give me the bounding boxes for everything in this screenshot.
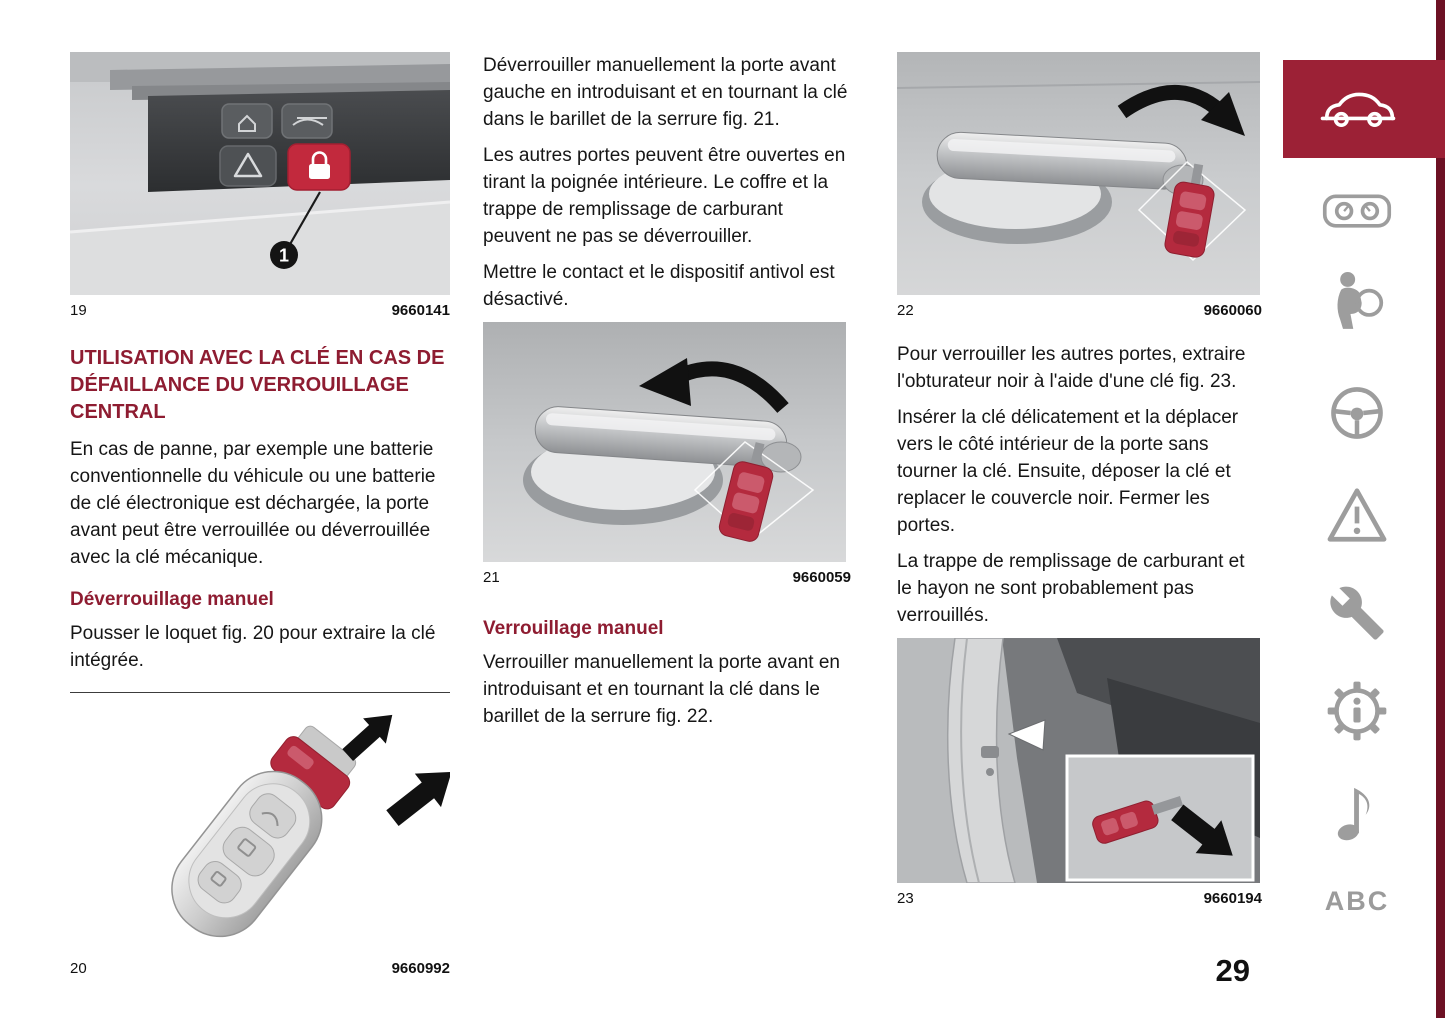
- subheading-deverrouillage-manuel: Déverrouillage manuel: [70, 589, 274, 610]
- hazard-button-icon: [220, 146, 276, 186]
- fig22-door-handle-lock-photo: [897, 52, 1260, 295]
- sidebar-icon-instrument-cluster[interactable]: [1283, 190, 1431, 234]
- figure-code: 9660992: [391, 960, 450, 977]
- figure-number: 22: [897, 302, 914, 319]
- figure-code: 9660194: [1203, 890, 1262, 907]
- paragraph: Les autres portes peuvent être ouvertes en tirant la poignée intérieure. Le coffre et la trappe de remplissage de carburant peuvent ne pas se déverrouiller.: [483, 145, 846, 247]
- figure-20: [70, 692, 450, 977]
- column-left: [70, 52, 450, 977]
- figure-23: [897, 638, 1262, 907]
- paragraph: En cas de panne, par exemple une batterie conventionnelle du véhicule ou une batterie de clé électronique est déchargée, la porte avant peut être verrouillée ou déverrouillée avec la clé mécanique.: [70, 439, 436, 568]
- figure-22: [897, 52, 1262, 319]
- car-icon: [1316, 85, 1400, 133]
- sidebar-tab-vehicle[interactable]: [1283, 60, 1445, 158]
- paragraph: Pour verrouiller les autres portes, extraire l'obturateur noir à l'aide d'une clé fig. 23.: [897, 344, 1246, 392]
- paragraph: Déverrouiller manuellement la porte avant gauche en introduisant et en tournant la clé dans le barillet de la serrure fig. 21.: [483, 55, 848, 130]
- info-gear-icon: [1325, 679, 1389, 743]
- car-button-icon: [282, 104, 332, 138]
- sidebar-icon-maintenance[interactable]: [1283, 584, 1431, 642]
- steering-wheel-icon: [1328, 384, 1386, 442]
- home-button-icon: [222, 104, 272, 138]
- sidebar-icon-warning[interactable]: [1283, 487, 1431, 543]
- fig23-door-jamb-photo: [897, 638, 1260, 883]
- figure-code: 9660060: [1203, 302, 1262, 319]
- column-right: [897, 52, 1262, 907]
- subheading-verrouillage-manuel: Verrouillage manuel: [483, 618, 664, 639]
- page-number: 29: [1215, 953, 1250, 988]
- paragraph: Verrouiller manuellement la porte avant en introduisant et en tournant la clé dans le barillet de la serrure fig. 22.: [483, 652, 840, 727]
- inset-detail: [1067, 756, 1253, 880]
- fig20-key-fob-photo: [70, 695, 450, 953]
- figure-number: 19: [70, 302, 87, 319]
- paragraph: Pousser le loquet fig. 20 pour extraire la clé intégrée.: [70, 623, 436, 671]
- figure-number: 21: [483, 569, 500, 586]
- airbag-icon: [1329, 268, 1385, 332]
- sidebar-icon-airbag[interactable]: [1283, 268, 1431, 332]
- fig21-door-handle-photo: [483, 322, 846, 562]
- sidebar-icon-technical-info[interactable]: [1283, 679, 1431, 743]
- sidebar-icon-multimedia[interactable]: [1283, 784, 1431, 842]
- wrench-icon: [1328, 584, 1386, 642]
- music-note-icon: [1335, 784, 1379, 842]
- sidebar-icon-abc[interactable]: ABC: [1324, 886, 1390, 916]
- figure-19: [70, 52, 450, 319]
- figure-code: 9660141: [391, 302, 450, 319]
- paragraph: La trappe de remplissage de carburant et le hayon ne sont probablement pas verrouillés.: [897, 551, 1245, 626]
- instrument-cluster-icon: [1322, 190, 1392, 234]
- figure-21: [483, 322, 851, 586]
- figure-code: 9660059: [792, 569, 851, 586]
- warning-triangle-icon: [1327, 487, 1387, 543]
- fig19-overhead-console-photo: [70, 52, 450, 295]
- figure-number: 20: [70, 960, 87, 977]
- paragraph: Mettre le contact et le dispositif antivol est désactivé.: [483, 262, 835, 310]
- sidebar-icon-steering-wheel[interactable]: [1283, 384, 1431, 442]
- figure-number: 23: [897, 890, 914, 907]
- callout-1: 1: [278, 245, 290, 266]
- lock-button-icon: [288, 144, 350, 190]
- column-middle: [483, 52, 851, 739]
- paragraph: Insérer la clé délicatement et la déplacer vers le côté intérieur de la porte sans tourner la clé. Ensuite, déposer la clé et replacer le couvercle noir. Fermer les portes.: [897, 407, 1239, 536]
- section-heading: UTILISATION AVEC LA CLÉ EN CAS DE DÉFAILLANCE DU VERROUILLAGE CENTRAL: [70, 347, 445, 423]
